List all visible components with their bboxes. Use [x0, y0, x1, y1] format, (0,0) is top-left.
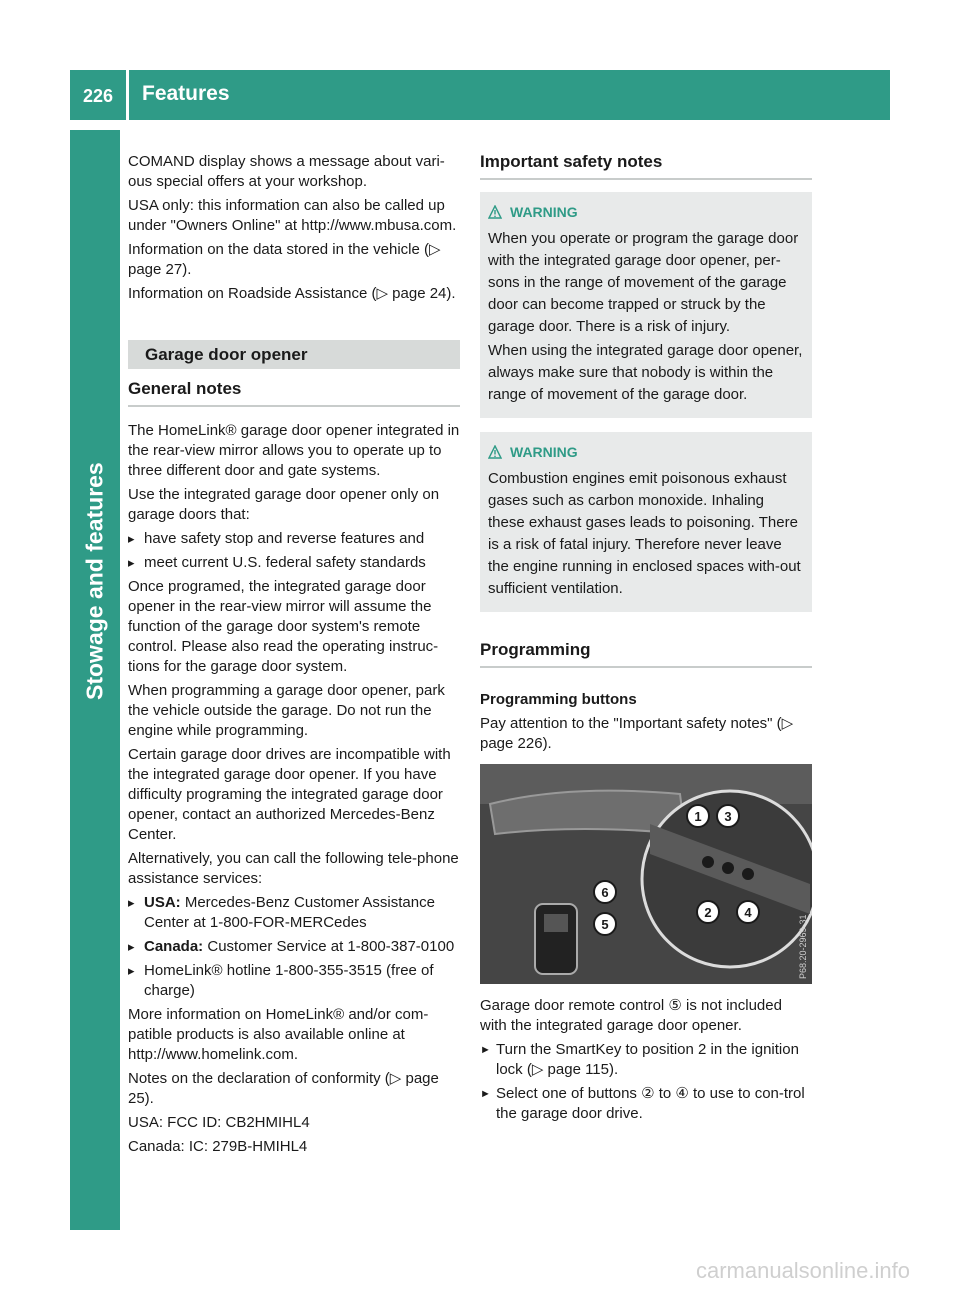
warning-header: [488, 202, 804, 222]
page-number: 226: [82, 86, 114, 106]
service-text: Customer Service at 1-800-387-0100: [207, 938, 455, 955]
paragraph: Certain garage door drives are incompatible with the integrated garage door opener. If you have difficulty programing the integrated garage door opener, contact an authorized Mercedes-Benz Center.: [128, 746, 451, 843]
paragraph: Notes on the declaration of conformity (▷ page 25).: [128, 1070, 439, 1107]
warning-header: [488, 442, 804, 462]
callout-5: 5: [601, 917, 609, 932]
paragraph: Alternatively, you can call the following tele-phone assistance services:: [128, 850, 459, 887]
callout-1: 1: [694, 809, 702, 824]
callout-6: 6: [601, 885, 609, 900]
warning-box: [480, 192, 812, 418]
right-column: [480, 152, 812, 1128]
service-label: USA:: [144, 894, 181, 911]
paragraph: Information on the data stored in the vehicle (▷ page 27).: [128, 241, 441, 278]
mirror-photo: [480, 764, 812, 984]
section-title: Features: [142, 82, 230, 105]
paragraph: COMAND display shows a message about vari-ous special offers at your workshop.: [128, 153, 445, 190]
list-item: [128, 893, 460, 933]
callout-2: 2: [704, 905, 712, 920]
warning-label: WARNING: [510, 444, 578, 460]
heading-programming-buttons: Programming buttons: [480, 691, 637, 708]
warning-text: Combustion engines emit poisonous exhaust gases such as carbon monoxide. Inhaling these exhaust gases leads to poisoning. There is a risk of fatal injury. Therefore never leave the engine running in enclosed spaces with-out sufficient ventilation.: [488, 470, 801, 597]
warning-text: When you operate or program the garage door with the integrated garage door opener, per-sons in the range of movement of the garage door can become trapped or struck by the garage door. There is a risk of injury.: [488, 230, 799, 335]
left-column: [128, 152, 460, 1161]
service-text: Mercedes-Benz Customer Assistance Center at 1-800-FOR-MERCedes: [144, 894, 435, 931]
paragraph: The HomeLink® garage door opener integrated in the rear-view mirror allows you to operate up to three different door and gate systems.: [128, 422, 460, 479]
warning-triangle-icon: [488, 205, 502, 219]
service-text: HomeLink® hotline 1-800-355-3515 (free of charge): [144, 962, 434, 999]
heading-programming: Programming: [480, 640, 812, 668]
paragraph: Use the integrated garage door opener only on garage doors that:: [128, 486, 440, 523]
footer-watermark: carmanualsonline.info: [695, 1258, 910, 1283]
paragraph: Once programed, the integrated garage door opener in the rear-view mirror will assume the function of the garage door system's remote control. Please also read the operating instruc-tions for the garage door system.: [128, 578, 439, 675]
paragraph: USA only: this information can also be called up under "Owners Online" at http://www.mbusa.com.: [128, 197, 457, 234]
heading-general-notes: General notes: [128, 379, 460, 407]
list-item: ▸ have safety stop and reverse features and: [128, 529, 460, 549]
warning-label: WARNING: [510, 204, 578, 220]
list-item: [128, 937, 460, 957]
warning-triangle-icon: [488, 445, 502, 459]
warning-box: [480, 432, 812, 612]
list-item: [128, 961, 460, 1001]
callout-4: 4: [744, 905, 752, 920]
mirror-illustration: [480, 764, 812, 984]
paragraph: More information on HomeLink® and/or com-patible products is also available online at http://www.homelink.com.: [128, 1006, 429, 1063]
paragraph: Pay attention to the "Important safety notes" (▷ page 226).: [480, 715, 794, 752]
warning-text: When using the integrated garage door opener, always make sure that nobody is within the range of movement of the garage door.: [488, 342, 803, 403]
service-label: Canada:: [144, 938, 204, 955]
header-separator: [126, 70, 129, 120]
paragraph: USA: FCC ID: CB2HMIHL4: [128, 1114, 310, 1131]
callout-3: 3: [724, 809, 732, 824]
paragraph: Information on Roadside Assistance (▷ page 24).: [128, 285, 456, 302]
list-item: ▸ meet current U.S. federal safety standards: [128, 553, 460, 573]
photo-caption: Garage door remote control ⑤ is not included with the integrated garage door opener.: [480, 997, 782, 1034]
heading-garage-door-opener: Garage door opener: [128, 340, 460, 369]
side-tab-label: Stowage and features: [81, 462, 108, 700]
step-item: ► Turn the SmartKey to position 2 in the ignition lock (▷ page 115).: [480, 1040, 812, 1080]
photo-code: P68.20-2969-31: [798, 914, 808, 979]
step-item: ► Select one of buttons ② to ④ to use to con-trol the garage door drive.: [480, 1084, 812, 1124]
heading-important-safety-notes: Important safety notes: [480, 152, 812, 180]
paragraph: Canada: IC: 279B-HMIHL4: [128, 1138, 308, 1155]
paragraph: When programming a garage door opener, park the vehicle outside the garage. Do not run the engine while programming.: [128, 682, 445, 739]
